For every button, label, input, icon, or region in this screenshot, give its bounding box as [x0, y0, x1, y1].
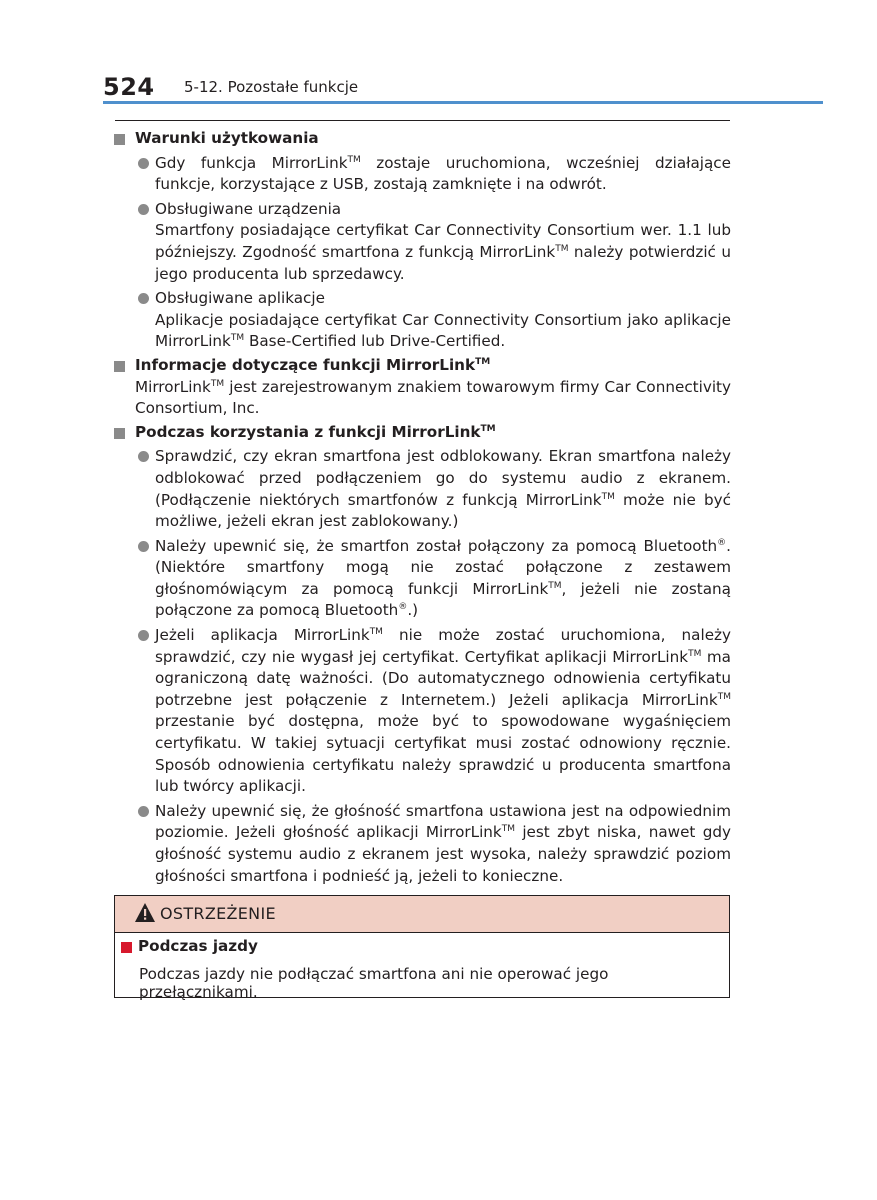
registered-mark: ® — [398, 602, 408, 613]
square-bullet-icon — [114, 361, 125, 372]
text: należy potwierdzić u jego producenta lub sprzedawcy. — [155, 242, 731, 283]
text: nie może zostać uruchomiona, należy sprawdzić, czy nie wygasł jej certyfikat. Certyfikat aplikacji MirrorLink — [155, 626, 731, 666]
list-item — [113, 625, 731, 798]
trademark: TM — [601, 491, 615, 502]
trademark: TM — [475, 356, 491, 367]
text: Należy upewnić się, że smartfon został połączony za pomocą Bluetooth — [155, 536, 718, 555]
round-bullet-icon — [138, 204, 149, 215]
square-bullet-icon — [114, 428, 125, 439]
text: Jeżeli aplikacja MirrorLink — [155, 626, 370, 645]
warning-subtitle: Podczas jazdy — [138, 937, 258, 955]
trademark: TM — [347, 154, 361, 165]
item-label: Obsługiwane aplikacje — [155, 289, 325, 308]
text: Gdy funkcja MirrorLink — [155, 153, 348, 172]
list-item — [113, 199, 731, 285]
trademark: TM — [480, 423, 496, 434]
square-bullet-icon — [114, 134, 125, 145]
main-content — [113, 126, 731, 887]
round-bullet-icon — [138, 806, 149, 817]
text: Sprawdzić, czy ekran smartfona jest odblokowany. Ekran smartfona należy odblokować przed podłączeniem go do systemu audio z ekranem. (Podłączenie niektórych smartfonów z funkcją MirrorLink — [155, 447, 731, 509]
text: . (Niektóre smartfony mogą nie zostać połączone z zestawem głośnomówiącym za pomocą funkcji MirrorLink — [155, 536, 731, 598]
title-text: Informacje dotyczące funkcji MirrorLink — [135, 355, 476, 374]
list-item — [113, 536, 731, 622]
section-using-mirrorlink — [113, 422, 731, 444]
page-number: 524 — [103, 73, 155, 101]
registered-mark: ® — [717, 537, 727, 548]
red-square-bullet-icon — [121, 942, 132, 953]
warning-box — [114, 895, 730, 1001]
section-title — [135, 356, 490, 374]
text: , jeżeli nie zostaną połączone za pomocą Bluetooth — [155, 579, 731, 620]
trademark: TM — [369, 627, 383, 637]
trademark: TM — [210, 378, 225, 389]
item-label: Obsługiwane urządzenia — [155, 199, 342, 218]
text: .) — [407, 601, 419, 620]
round-bullet-icon — [138, 451, 149, 462]
header-accent-line — [103, 101, 823, 104]
text: Aplikacje posiadające certyfikat Car Connectivity Consortium jako aplikacje MirrorLink — [155, 310, 731, 351]
warning-title: OSTRZEŻENIE — [160, 904, 276, 923]
section-mirrorlink-info — [113, 355, 731, 377]
round-bullet-icon — [138, 158, 149, 169]
text: MirrorLink — [135, 377, 211, 396]
text: Należy upewnić się, że głośność smartfona ustawiona jest na odpowiednim poziomie. Jeżeli głośność aplikacji MirrorLink — [155, 801, 731, 842]
text: jest zarejestrowanym znakiem towarowym firmy Car Connectivity Consortium, Inc. — [135, 377, 731, 418]
text: ma ograniczoną datę ważności. (Do automatycznego odnowienia certyfikatu potrzebne jest połączenie z Internetem.) Jeżeli aplikacja MirrorLink — [155, 647, 731, 709]
list-item — [113, 446, 731, 532]
round-bullet-icon — [138, 541, 149, 552]
warning-triangle-icon — [134, 902, 156, 923]
text: przestanie być dostępna, może być to spowodowane wygaśnięciem certyfikatu. W takiej sytuacji certyfikat musi zostać odnowiony ręcznie. Sposób odnowienia certyfikatu należy sprawdzić u producenta smartfona lub twórcy aplikacji. — [155, 712, 731, 796]
list-item — [113, 153, 731, 196]
list-item — [113, 801, 731, 887]
section-header-title: 5-12. Pozostałe funkcje — [184, 78, 359, 96]
title-text: Podczas korzystania z funkcji MirrorLink — [135, 422, 481, 441]
text: może nie być możliwe, jeżeli ekran jest zablokowany.) — [155, 490, 732, 531]
section-title — [135, 423, 496, 441]
trademark: TM — [230, 333, 245, 344]
warning-text: Podczas jazdy nie podłączać smartfona ani nie operować jego przełącznikami. — [139, 965, 609, 1001]
round-bullet-icon — [138, 630, 149, 641]
text: Smartfony posiadające certyfikat Car Connectivity Consortium wer. 1.1 lub późniejszy. Zgodność smartfona z funkcją MirrorLink — [155, 221, 731, 261]
header-divider — [115, 120, 730, 121]
list-item — [113, 288, 731, 353]
paragraph — [113, 377, 731, 420]
trademark: TM — [501, 824, 515, 835]
section-title: Warunki użytkowania — [135, 129, 319, 147]
trademark: TM — [717, 691, 731, 702]
trademark: TM — [548, 580, 562, 591]
section-usage-conditions — [113, 128, 731, 150]
text: jest zbyt niska, nawet gdy głośność systemu audio z ekranem jest wysoka, należy sprawdzić poziom głośności smartfona i podnieść ją, jeżeli to konieczne. — [155, 823, 731, 885]
warning-header — [115, 896, 729, 933]
trademark: TM — [688, 648, 702, 659]
trademark: TM — [555, 243, 569, 254]
round-bullet-icon — [138, 293, 149, 304]
text: zostaje uruchomiona, wcześniej działające funkcje, korzystające z USB, zostają zamknięte i na odwrót. — [155, 153, 731, 194]
text: Base-Certified lub Drive-Certified. — [244, 332, 506, 351]
